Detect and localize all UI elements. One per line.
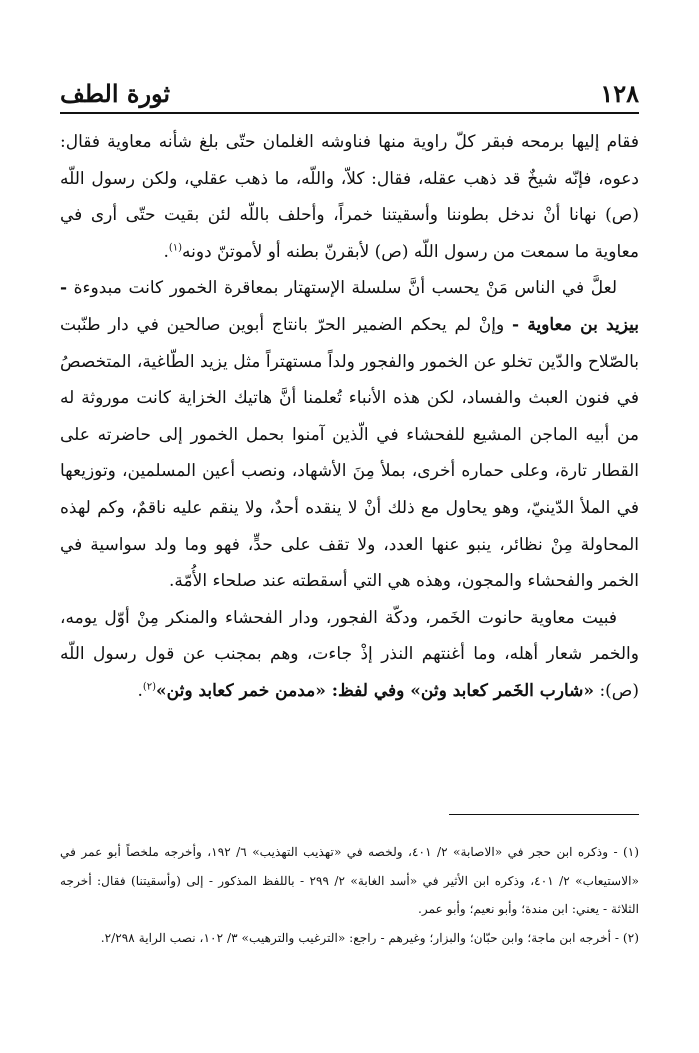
paragraph-1-text: فقام إليها برمحه فبقر كلّ راوية منها فناوشه الغلمان حتّى بلغ شأنه معاوية فقال: دعوه، فإنّه شيخٌ قد ذهب عقله، فقال: كلاّ، واللّه، ما ذهب عقلي، ولكن رسول اللّه (ص) نهانا أنْ ندخل بطوننا وأسقيتنا خمراً، وأحلف باللّه لئن بقيت حتّى أرى في معاوية ما سمعت من رسول اللّه (ص) لأبقرنّ بطنه أو لأموتنّ دونه [60, 132, 639, 262]
footnote-divider [449, 814, 639, 815]
paragraph-2-bold: - بيزيد بن معاوية - [60, 278, 640, 335]
paragraph-3-text: فبيت معاوية حانوت الخَمر، ودكّة الفجور، ودار الفحشاء والمنكر مِنْ أوّل يومه، والخمر شعار أهله، وما أغنتهم النذر إذْ جاءت، وهم بمجنب عن قول رسول اللّه (ص): [60, 607, 639, 701]
paragraph-1-end: . [163, 241, 169, 262]
footnote-ref-2: (٢) [142, 681, 157, 693]
paragraph-3-end: . [137, 680, 143, 701]
paragraph-2-text-a: لعلَّ في الناس مَنْ يحسب أنَّ سلسلة الإستهتار بمعاقرة الخمور كانت مبدوءة [67, 278, 617, 299]
footnote-1: (١) - وذكره ابن حجر في «الاصابة» ٢/ ٤٠١، ولخصه في «تهذيب التهذيب» ٦/ ١٩٢، وأخرجه ملخصاً أبو عمر في «الاستيعاب» ٢/ ٤٠١، وذكره ابن الأثير في «أسد الغابة» ٢/ ٢٩٩ - باللفظ المذكور - إلى (وأسقيتنا) فقال: أخرجه الثلاثة - يعني: ابن مندة؛ وأبو نعيم؛ وأبو عمر. [60, 845, 640, 916]
paragraph-3 [60, 600, 639, 710]
footnote-2: (٢) - أخرجه ابن ماجة؛ وابن حبّان؛ والبزار؛ وغيرهم - راجع: «الترغيب والترهيب» ٣/ ١٠٢، نصب الراية ٢/٢٩٨. [100, 930, 639, 945]
main-text [60, 124, 639, 710]
page-number: ١٢٨ [600, 79, 639, 108]
paragraph-2-text-b: وإنْ لم يحكم الضمير الحرّ بانتاج أبوين صالحين في دار طنّبت بالصّلاح والدّين تخلو عن الخمور والفجور ولداً مستهتراً مثل يزيد الطّاغية، المتخصصُ في فنون العبث والفساد، لكن هذه الأنباء تُعلمنا أنَّ هاتيك الخزاية كانت موروثة له من أبيه الماجن المشيع للفحشاء في الّذين آمنوا بحمل الخمور إلى حاضرته على القطار تارة، وعلى حماره أخرى، بملأ مِنَ الأشهاد، ونصب أعين المسلمين، وتوزيعها في الملأ الدّينيّ، وهو يحاول مع ذلك أنْ لا ينقده أحدٌ، ولا ينقم عليه ناقمٌ، وكم لهذه المحاولة مِنْ نظائر، ينبو عنها العدد، ولا تقف على حدٍّ، فهو وما ولد سواسية في الخمر والفحشاء والمجون، وهذه هي التي أسقطته عند صلحاء الأُمّة. [60, 314, 639, 592]
running-header [60, 74, 639, 114]
footnotes [60, 838, 639, 952]
hadith-quote: «شارب الخَمر كعابد وثن» وفي لفظ: «مدمن خمر كعابد وثن» [156, 680, 595, 701]
paragraph-2 [60, 270, 639, 599]
footnote-ref-1: (١) [168, 242, 183, 254]
paragraph-1 [60, 124, 639, 270]
running-title: ثورة الطف [60, 79, 171, 108]
